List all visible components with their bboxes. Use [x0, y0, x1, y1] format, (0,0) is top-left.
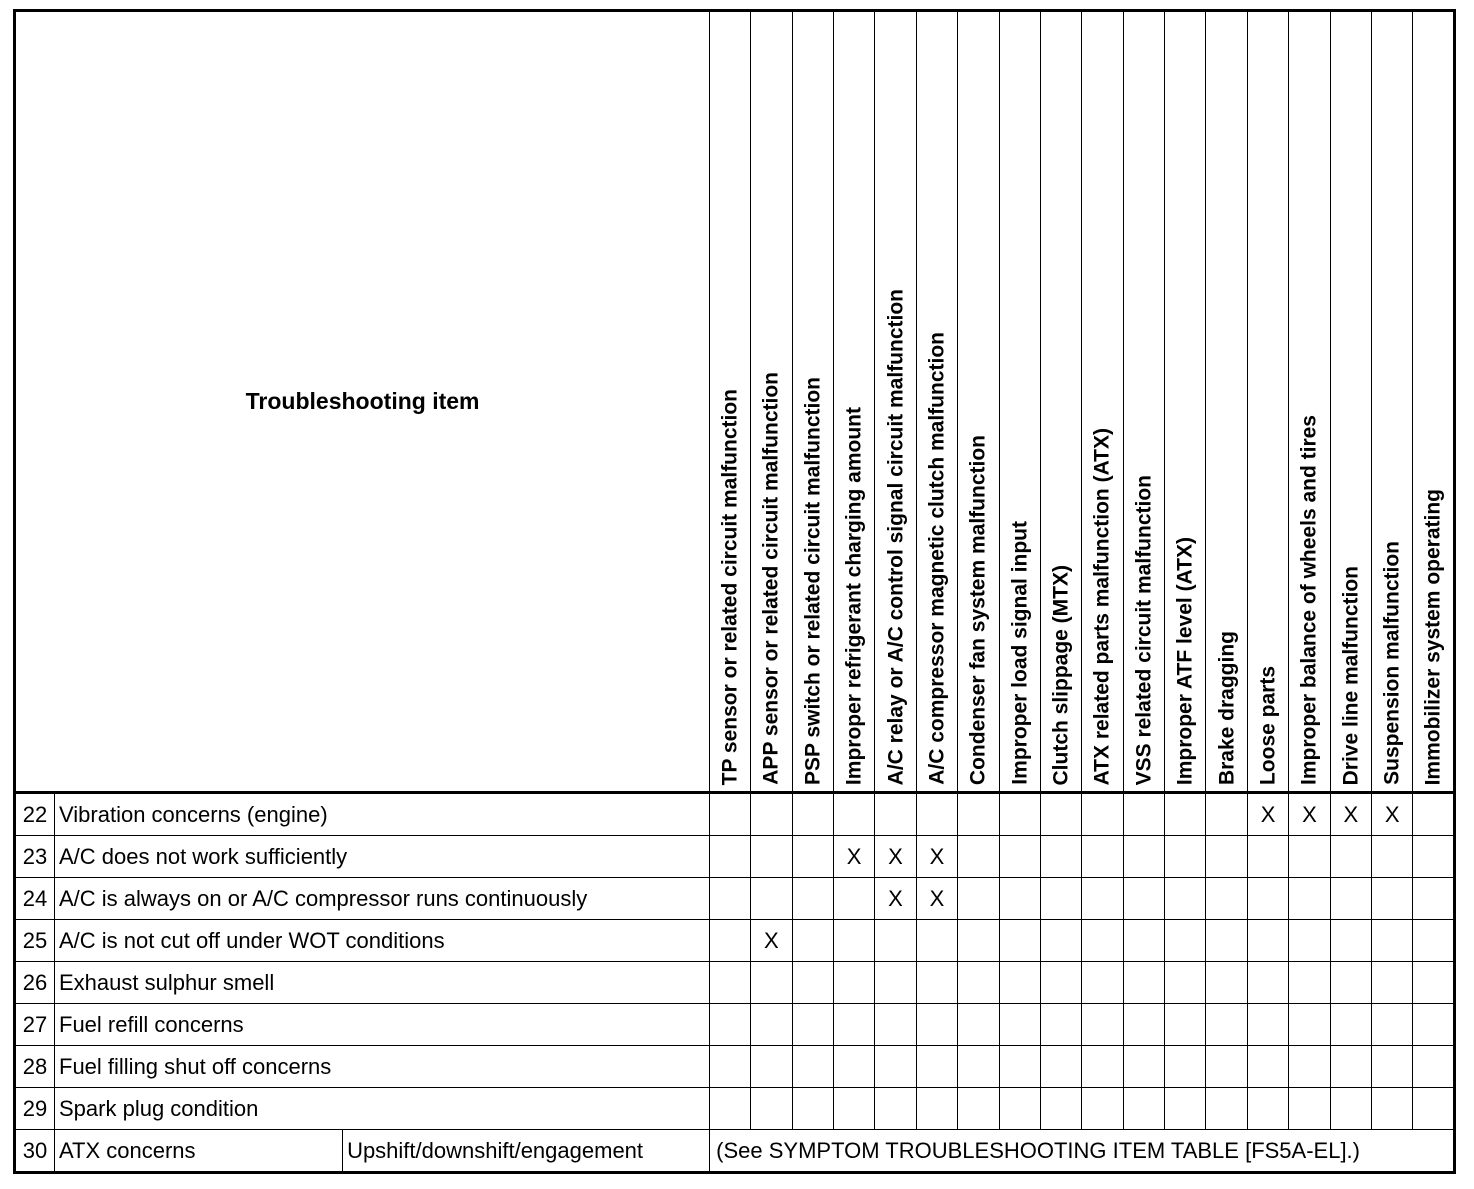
mark-cell: X	[1372, 793, 1413, 836]
mark-cell	[833, 1046, 874, 1088]
row-number: 23	[15, 836, 55, 878]
mark-cell	[1165, 1004, 1206, 1046]
mark-cell	[792, 962, 833, 1004]
mark-cell	[833, 1088, 874, 1130]
column-header	[958, 11, 999, 793]
column-header	[1372, 11, 1413, 793]
mark-cell	[1165, 920, 1206, 962]
mark-cell	[916, 1004, 957, 1046]
table-row	[15, 1088, 1455, 1130]
mark-cell	[710, 836, 751, 878]
mark-cell	[958, 793, 999, 836]
column-header-label: Brake dragging	[1215, 630, 1239, 785]
mark-cell	[1247, 1088, 1288, 1130]
mark-cell: X	[916, 836, 957, 878]
mark-cell: X	[1289, 793, 1330, 836]
column-header-label: Drive line malfunction	[1339, 565, 1363, 785]
mark-cell	[1206, 836, 1247, 878]
mark-cell	[1082, 1004, 1123, 1046]
mark-cell	[792, 878, 833, 920]
mark-cell	[710, 1046, 751, 1088]
column-header-label: VSS related circuit malfunction	[1132, 474, 1156, 785]
mark-cell: X	[1330, 793, 1371, 836]
table-row	[15, 793, 1455, 836]
column-header-label: Improper ATF level (ATX)	[1173, 536, 1197, 785]
row-item: Fuel filling shut off concerns	[55, 1046, 710, 1088]
mark-cell	[1082, 1088, 1123, 1130]
mark-cell	[710, 1088, 751, 1130]
row-item: A/C is not cut off under WOT conditions	[55, 920, 710, 962]
mark-cell	[1040, 1046, 1081, 1088]
column-header-label: APP sensor or related circuit malfunction	[759, 372, 783, 785]
row-number: 28	[15, 1046, 55, 1088]
mark-cell	[999, 1046, 1040, 1088]
mark-cell	[833, 1004, 874, 1046]
mark-cell	[751, 878, 792, 920]
column-header	[875, 11, 916, 793]
mark-cell	[792, 920, 833, 962]
mark-cell	[1123, 1004, 1164, 1046]
mark-cell	[1372, 1004, 1413, 1046]
mark-cell: X	[833, 836, 874, 878]
table-row	[15, 836, 1455, 878]
mark-cell	[1330, 920, 1371, 962]
mark-cell	[1413, 1088, 1455, 1130]
mark-cell	[1206, 878, 1247, 920]
mark-cell	[1330, 1004, 1371, 1046]
mark-cell	[1082, 878, 1123, 920]
mark-cell	[958, 962, 999, 1004]
row-sub-item: Upshift/downshift/engagement	[343, 1130, 710, 1173]
column-header-label: Clutch slippage (MTX)	[1049, 564, 1073, 785]
mark-cell	[710, 962, 751, 1004]
mark-cell	[792, 1004, 833, 1046]
row-item: A/C is always on or A/C compressor runs continuously	[55, 878, 710, 920]
row-item: Fuel refill concerns	[55, 1004, 710, 1046]
mark-cell	[958, 1004, 999, 1046]
column-header-label: A/C compressor magnetic clutch malfunction	[925, 332, 949, 785]
mark-cell	[751, 1046, 792, 1088]
mark-cell	[958, 1088, 999, 1130]
column-header	[1330, 11, 1371, 793]
mark-cell	[1165, 878, 1206, 920]
mark-cell	[1330, 878, 1371, 920]
mark-cell	[958, 1046, 999, 1088]
mark-cell	[1082, 920, 1123, 962]
mark-cell	[875, 1046, 916, 1088]
header-row	[15, 11, 1455, 793]
mark-cell	[875, 793, 916, 836]
mark-cell	[1165, 793, 1206, 836]
mark-cell	[1082, 793, 1123, 836]
mark-cell	[1372, 962, 1413, 1004]
mark-cell	[751, 962, 792, 1004]
column-header	[999, 11, 1040, 793]
mark-cell	[1040, 920, 1081, 962]
mark-cell	[999, 1004, 1040, 1046]
mark-cell	[1289, 920, 1330, 962]
mark-cell	[875, 1088, 916, 1130]
mark-cell	[1165, 1088, 1206, 1130]
column-header	[751, 11, 792, 793]
mark-cell	[999, 836, 1040, 878]
mark-cell	[1123, 836, 1164, 878]
mark-cell	[1206, 1004, 1247, 1046]
column-header-label: Improper load signal input	[1008, 521, 1032, 785]
table-title: Troubleshooting item	[15, 11, 710, 793]
table-row	[15, 878, 1455, 920]
mark-cell	[1082, 1046, 1123, 1088]
mark-cell	[710, 920, 751, 962]
mark-cell	[875, 920, 916, 962]
mark-cell	[958, 878, 999, 920]
mark-cell	[710, 878, 751, 920]
column-header-label: Immobilizer system operating	[1421, 488, 1445, 785]
mark-cell	[1247, 878, 1288, 920]
column-header-label: Suspension malfunction	[1380, 541, 1404, 785]
mark-cell	[1247, 920, 1288, 962]
column-header-label: Improper refrigerant charging amount	[842, 406, 866, 785]
mark-cell	[1413, 878, 1455, 920]
row-number: 22	[15, 793, 55, 836]
mark-cell	[875, 1004, 916, 1046]
mark-cell	[1330, 836, 1371, 878]
row-item: A/C does not work sufficiently	[55, 836, 710, 878]
mark-cell	[916, 962, 957, 1004]
mark-cell	[1289, 836, 1330, 878]
mark-cell	[1330, 962, 1371, 1004]
mark-cell	[792, 793, 833, 836]
row-number: 27	[15, 1004, 55, 1046]
mark-cell	[751, 1088, 792, 1130]
mark-cell	[710, 1004, 751, 1046]
mark-cell	[999, 878, 1040, 920]
mark-cell	[833, 793, 874, 836]
mark-cell	[999, 793, 1040, 836]
mark-cell	[710, 793, 751, 836]
mark-cell	[751, 1004, 792, 1046]
column-header	[916, 11, 957, 793]
column-header-label: TP sensor or related circuit malfunction	[718, 388, 742, 785]
mark-cell	[916, 920, 957, 962]
mark-cell	[1289, 1088, 1330, 1130]
mark-cell	[1165, 1046, 1206, 1088]
column-header	[1165, 11, 1206, 793]
mark-cell	[1413, 793, 1455, 836]
mark-cell	[1289, 878, 1330, 920]
column-header	[833, 11, 874, 793]
row-item: Vibration concerns (engine)	[55, 793, 710, 836]
column-header-label: Loose parts	[1256, 665, 1280, 785]
mark-cell	[1372, 920, 1413, 962]
mark-cell	[1247, 836, 1288, 878]
mark-cell: X	[916, 878, 957, 920]
mark-cell	[1206, 962, 1247, 1004]
mark-cell	[1413, 1004, 1455, 1046]
mark-cell	[916, 1046, 957, 1088]
column-header-label: A/C relay or A/C control signal circuit malfunction	[884, 288, 908, 785]
mark-cell	[792, 1088, 833, 1130]
row-item: ATX concerns	[55, 1130, 343, 1173]
mark-cell	[1040, 878, 1081, 920]
mark-cell	[1040, 836, 1081, 878]
mark-cell	[1082, 836, 1123, 878]
troubleshooting-table	[13, 9, 1456, 1174]
mark-cell	[1206, 1046, 1247, 1088]
column-header	[1040, 11, 1081, 793]
row-number: 29	[15, 1088, 55, 1130]
row-number: 26	[15, 962, 55, 1004]
column-header-label: PSP switch or related circuit malfunction	[801, 376, 825, 785]
mark-cell	[1082, 962, 1123, 1004]
mark-cell: X	[1247, 793, 1288, 836]
mark-cell	[1040, 1088, 1081, 1130]
mark-cell	[1372, 836, 1413, 878]
mark-cell	[1247, 1046, 1288, 1088]
column-header	[1123, 11, 1164, 793]
row-number: 30	[15, 1130, 55, 1173]
mark-cell: X	[875, 836, 916, 878]
column-header	[792, 11, 833, 793]
mark-cell	[1206, 793, 1247, 836]
mark-cell	[999, 962, 1040, 1004]
mark-cell	[751, 836, 792, 878]
mark-cell	[916, 1088, 957, 1130]
mark-cell	[916, 793, 957, 836]
column-header	[1413, 11, 1455, 793]
mark-cell	[1330, 1046, 1371, 1088]
table-row	[15, 1004, 1455, 1046]
column-header	[710, 11, 751, 793]
row-item: Exhaust sulphur smell	[55, 962, 710, 1004]
mark-cell	[1123, 1046, 1164, 1088]
mark-cell	[1289, 962, 1330, 1004]
mark-cell	[1123, 1088, 1164, 1130]
mark-cell	[1372, 1046, 1413, 1088]
mark-cell	[792, 836, 833, 878]
reference-note: (See SYMPTOM TROUBLESHOOTING ITEM TABLE [FS5A-EL].)	[710, 1130, 1455, 1173]
mark-cell	[1330, 1088, 1371, 1130]
row-item: Spark plug condition	[55, 1088, 710, 1130]
mark-cell	[833, 962, 874, 1004]
mark-cell	[958, 920, 999, 962]
row-number: 25	[15, 920, 55, 962]
mark-cell	[1040, 793, 1081, 836]
mark-cell: X	[875, 878, 916, 920]
mark-cell	[751, 793, 792, 836]
mark-cell	[1123, 878, 1164, 920]
mark-cell	[1289, 1004, 1330, 1046]
mark-cell	[1413, 962, 1455, 1004]
mark-cell	[999, 920, 1040, 962]
mark-cell	[1165, 836, 1206, 878]
table-row	[15, 920, 1455, 962]
table-row	[15, 1046, 1455, 1088]
table-row	[15, 962, 1455, 1004]
mark-cell	[833, 920, 874, 962]
mark-cell	[792, 1046, 833, 1088]
mark-cell	[958, 836, 999, 878]
column-header	[1247, 11, 1288, 793]
mark-cell	[875, 962, 916, 1004]
mark-cell: X	[751, 920, 792, 962]
mark-cell	[1040, 962, 1081, 1004]
mark-cell	[1165, 962, 1206, 1004]
mark-cell	[999, 1088, 1040, 1130]
column-header	[1289, 11, 1330, 793]
column-header	[1206, 11, 1247, 793]
column-header-label: ATX related parts malfunction (ATX)	[1090, 427, 1114, 785]
mark-cell	[1040, 1004, 1081, 1046]
mark-cell	[833, 878, 874, 920]
column-header	[1082, 11, 1123, 793]
table-row	[15, 1130, 1455, 1173]
mark-cell	[1372, 1088, 1413, 1130]
mark-cell	[1372, 878, 1413, 920]
mark-cell	[1123, 793, 1164, 836]
mark-cell	[1289, 1046, 1330, 1088]
mark-cell	[1123, 920, 1164, 962]
mark-cell	[1247, 962, 1288, 1004]
row-number: 24	[15, 878, 55, 920]
column-header-label: Condenser fan system malfunction	[966, 434, 990, 785]
mark-cell	[1206, 920, 1247, 962]
mark-cell	[1247, 1004, 1288, 1046]
column-header-label: Improper balance of wheels and tires	[1297, 415, 1321, 785]
mark-cell	[1413, 920, 1455, 962]
mark-cell	[1123, 962, 1164, 1004]
mark-cell	[1413, 836, 1455, 878]
mark-cell	[1413, 1046, 1455, 1088]
mark-cell	[1206, 1088, 1247, 1130]
